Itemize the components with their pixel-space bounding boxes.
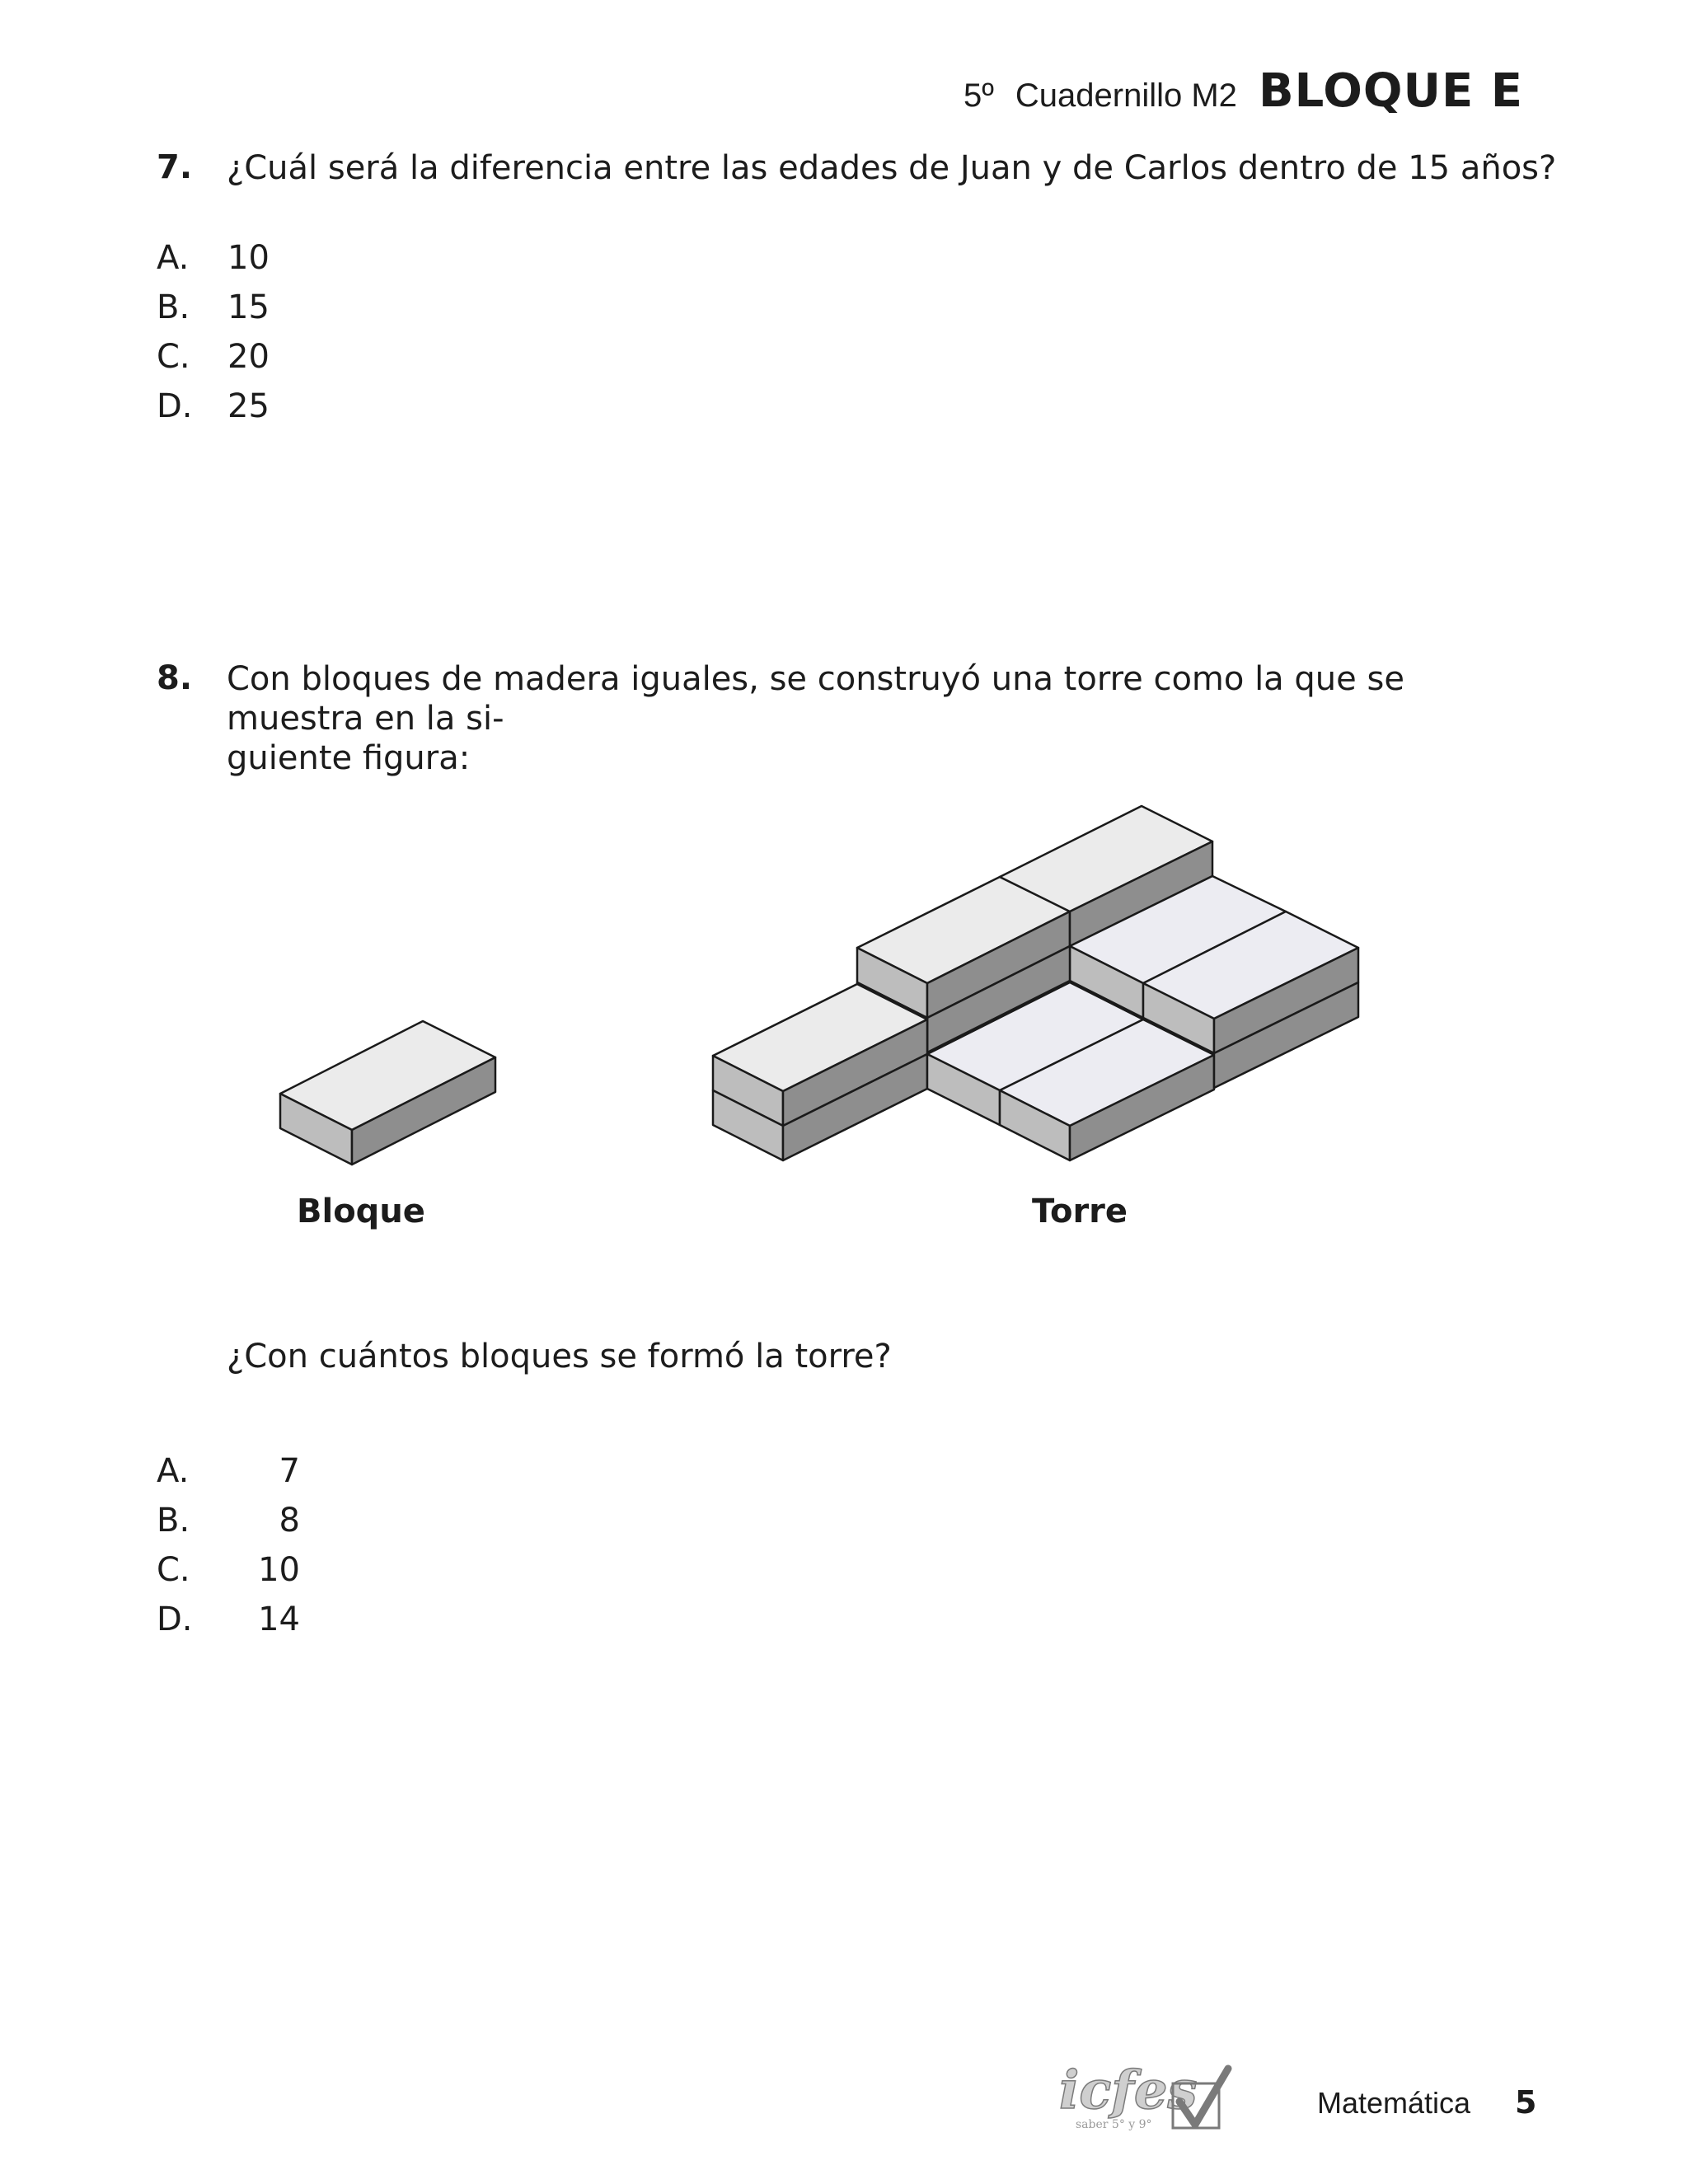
question-8-options	[157, 1452, 300, 1650]
grade-label: 5º	[964, 77, 994, 114]
option-letter: B.	[157, 1502, 190, 1540]
option-value: 10	[258, 1551, 300, 1589]
question-8-text-line2: guiente figura:	[227, 739, 471, 777]
option-letter: A.	[157, 1452, 190, 1490]
question-7-text: ¿Cuál será la diferencia entre las edades de Juan y de Carlos dentro de 15 años?	[227, 149, 1557, 187]
single-block	[280, 1021, 495, 1165]
question-8-text-line1: Con bloques de madera iguales, se construyó una torre como la que se muestra en la si-	[227, 660, 1404, 738]
option-letter: A.	[157, 239, 190, 277]
booklet-label: Cuadernillo M2	[1015, 77, 1237, 114]
option-value: 14	[258, 1601, 300, 1638]
option-a[interactable]	[157, 1452, 300, 1502]
option-value: 7	[279, 1452, 300, 1490]
option-value: 10	[227, 239, 270, 277]
option-d[interactable]	[157, 1601, 300, 1650]
option-b[interactable]	[157, 1502, 300, 1551]
figure-label-block: Bloque	[297, 1193, 425, 1230]
question-7-number: 7.	[157, 148, 193, 186]
svg-text:saber 5° y 9°: saber 5° y 9°	[1076, 2118, 1152, 2131]
svg-text:icfes: icfes	[1059, 2060, 1198, 2121]
block-title: BLOQUE E	[1258, 64, 1523, 118]
option-value: 20	[227, 338, 270, 376]
question-8-subquestion: ¿Con cuántos bloques se formó la torre?	[227, 1338, 892, 1376]
icfes-logo	[1059, 2060, 1257, 2143]
option-value: 8	[279, 1502, 300, 1540]
option-letter: D.	[157, 387, 193, 425]
figure-label-tower: Torre	[1032, 1193, 1128, 1230]
option-value: 25	[227, 387, 270, 425]
option-letter: D.	[157, 1601, 193, 1638]
option-letter: B.	[157, 288, 190, 326]
tower	[713, 806, 1358, 1160]
footer-subject: Matemática	[1317, 2086, 1471, 2120]
page-number: 5	[1515, 2084, 1537, 2121]
option-letter: C.	[157, 338, 190, 376]
option-c[interactable]	[157, 1551, 300, 1601]
option-value: 15	[227, 288, 270, 326]
option-letter: C.	[157, 1551, 190, 1589]
question-8-number: 8.	[157, 659, 193, 697]
